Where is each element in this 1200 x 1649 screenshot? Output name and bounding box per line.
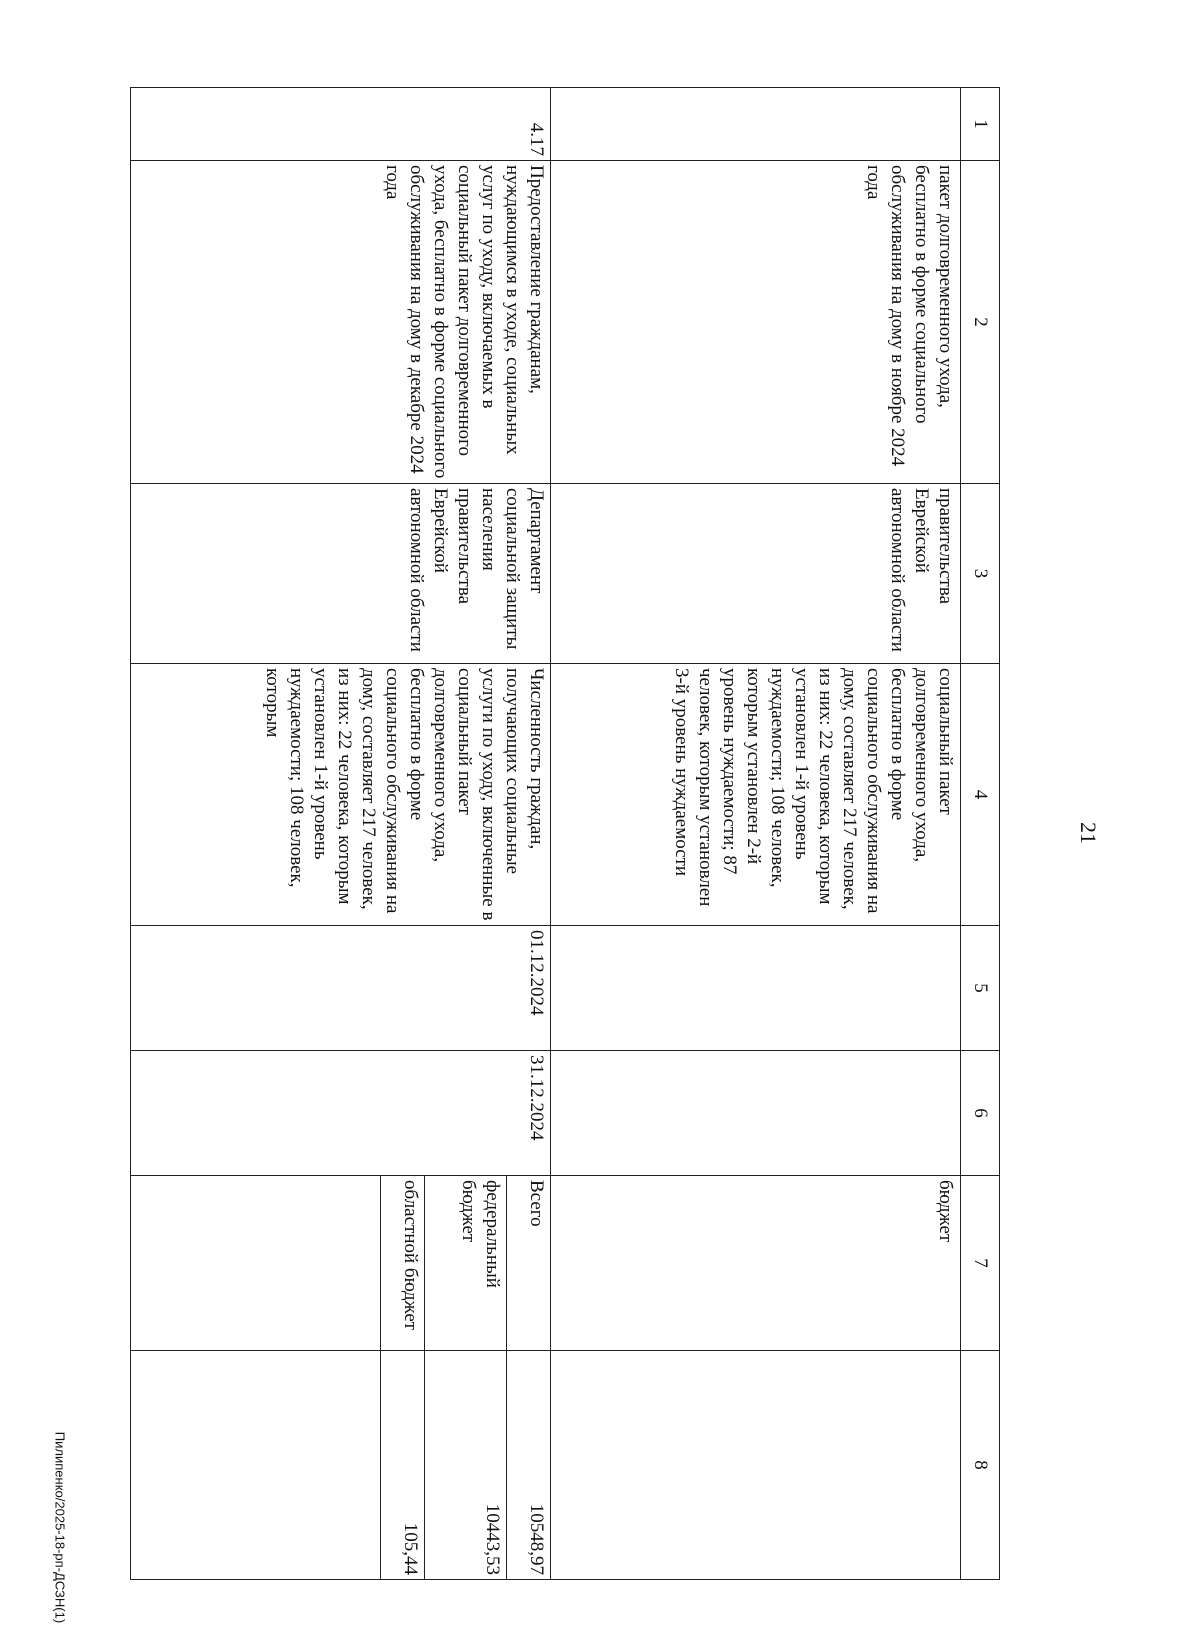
cell-indicator: Численность граждан, получающих социальные услуги по уходу, включенные в социальный пакет долговременного ухода, бесплатно в форме социального обслуживания на дому, составляет 217 человек, из них: 22 человека, которым установлен 1-й уровень нуждаемости; 108 человек, которым: [131, 664, 551, 926]
cell-executor: правительства Еврейской автономной области: [551, 484, 961, 664]
header-row: [961, 88, 1000, 1580]
plan-table-container: [130, 87, 1000, 1579]
page-number: 21: [1076, 822, 1101, 844]
cell-indicator: социальный пакет долговременного ухода, бесплатно в форме социального обслуживания на дому, составляет 217 человек, из них: 22 человека, которым установлен 1-й уровень нуждаемости; 108 человек, которым установлен 2-й уровень нуждаемости; 87 человек, которым установлен 3-й уровень нуждаемости: [551, 664, 961, 926]
cell-funding-amount-regional: 105,44: [381, 1351, 425, 1580]
col-header-7: 7: [961, 1176, 1000, 1351]
cell-end: [551, 1051, 961, 1176]
cell-funding-amount-empty: [131, 1351, 381, 1580]
col-header-2: 2: [961, 161, 1000, 484]
cell-funding-source-empty: [131, 1176, 381, 1351]
cell-name: пакет долговременного ухода, бесплатно в форме социального обслуживания на дому в ноябре 2024 года: [551, 161, 961, 484]
cell-funding-source-federal: федеральный бюджет: [425, 1176, 506, 1351]
cell-num: [551, 88, 961, 161]
cell-start: [551, 926, 961, 1051]
cell-start: 01.12.2024: [131, 926, 551, 1051]
cell-funding-amount-federal: 10443,53: [425, 1351, 506, 1580]
table-row-continued: [551, 88, 961, 1580]
col-header-4: 4: [961, 664, 1000, 926]
col-header-1: 1: [961, 88, 1000, 161]
table-row-4-17: [506, 88, 550, 1580]
cell-funding-source-regional: областной бюджет: [381, 1176, 425, 1351]
cell-end: 31.12.2024: [131, 1051, 551, 1176]
cell-funding-amount: [551, 1351, 961, 1580]
col-header-8: 8: [961, 1351, 1000, 1580]
cell-num: 4.17: [131, 88, 551, 161]
cell-funding-source: бюджет: [551, 1176, 961, 1351]
cell-name: Предоставление гражданам, нуждающимся в уходе, социальных услуг по уходу, включаемых в социальный пакет долговременного ухода, бесплатно в форме социального обслуживания на дому в декабре 2024 года: [131, 161, 551, 484]
cell-funding-source-total: Всего: [506, 1176, 550, 1351]
col-header-3: 3: [961, 484, 1000, 664]
col-header-5: 5: [961, 926, 1000, 1051]
cell-funding-amount-total: 10548,97: [506, 1351, 550, 1580]
plan-table: [130, 87, 1000, 1580]
col-header-6: 6: [961, 1051, 1000, 1176]
footer-document-code: Пилипенко/2025-18-рп-ДСЗН(1): [52, 1431, 68, 1624]
cell-executor: Департамент социальной защиты населения правительства Еврейской автономной области: [131, 484, 551, 664]
